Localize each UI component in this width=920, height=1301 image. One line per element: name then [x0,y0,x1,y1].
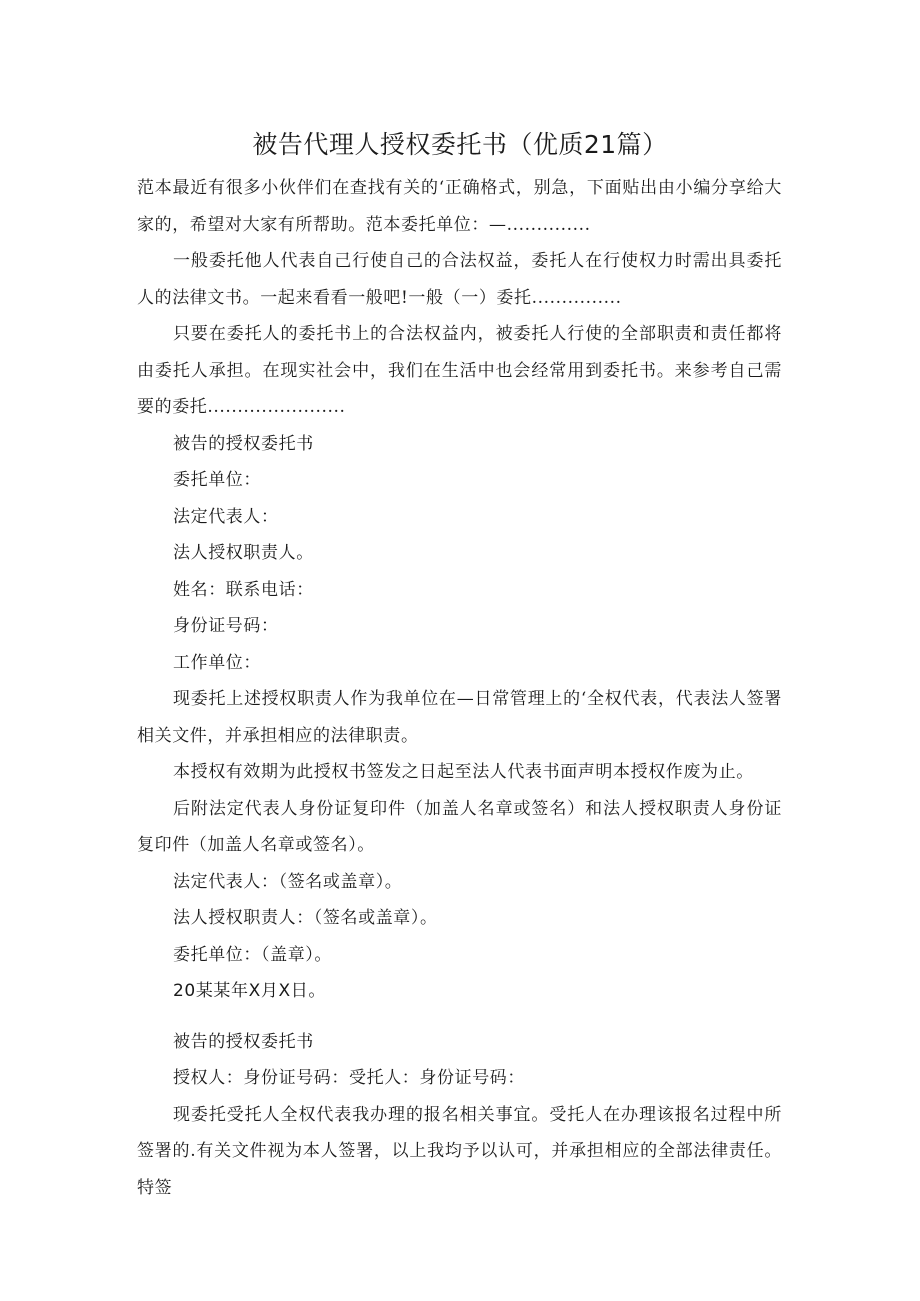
field-id-number: 身份证号码： [173,616,279,636]
intro-paragraph: 范本最近有很多小伙伴们在查找有关的‘正确格式，别急，下面贴出由小编分享给大家的，希望对大家有所帮助。范本委托单位：—.............. [137,178,782,235]
field-name-phone: 姓名：联系电话： [173,579,314,600]
section2-appointment-paragraph: 现委托受托人全权代表我办理的报名相关事宜。受托人在办理该报名过程中所签署的.有关文件视为本人签署，以上我均予以认可，并承担相应的全部法律责任。特签 [137,1104,782,1198]
signature-authorized-person: 法人授权职责人：（签名或盖章）。 [173,908,438,928]
section2-heading: 被告的授权委托书 [173,1031,314,1052]
field-legal-representative: 法定代表人： [173,506,279,527]
signature-entrusting-unit: 委托单位：（盖章）。 [173,944,332,965]
section1-heading: 被告的授权委托书 [173,433,314,454]
general-delegation-paragraph: 一般委托他人代表自己行使自己的合法权益，委托人在行使权力时需出具委托人的法律文书。一起来看看一般吧!一般（一）委托............... [137,251,782,308]
validity-paragraph: 本授权有效期为此授权书签发之日起至法人代表书面声明本授权作废为止。 [173,762,754,782]
field-authorized-person: 法人授权职责人。 [173,543,314,563]
document-date: 20某某年X月X日。 [173,981,326,1001]
document-title: 被告代理人授权委托书（优质21篇） [252,130,668,159]
section-gap [137,1010,782,1024]
field-entrusting-unit: 委托单位： [173,470,261,490]
signature-legal-representative: 法定代表人：（签名或盖章）。 [173,871,403,892]
attachment-paragraph: 后附法定代表人身份证复印件（加盖人名章或签名）和法人授权职责人身份证复印件（加盖人名章或签名）。 [137,798,782,855]
field-work-unit: 工作单位： [173,652,261,673]
parties-line: 授权人：身份证号码：受托人：身份证号码： [173,1068,525,1088]
appointment-paragraph: 现委托上述授权职责人作为我单位在—日常管理上的‘全权代表，代表法人签署相关文件，并承担相应的法律职责。 [137,689,782,746]
document-body [137,170,782,1206]
responsibility-paragraph: 只要在委托人的委托书上的合法权益内，被委托人行使的全部职责和责任都将由委托人承担。在现实社会中，我们在生活中也会经常用到委托书。来参考自己需要的委托....................... [137,324,782,417]
